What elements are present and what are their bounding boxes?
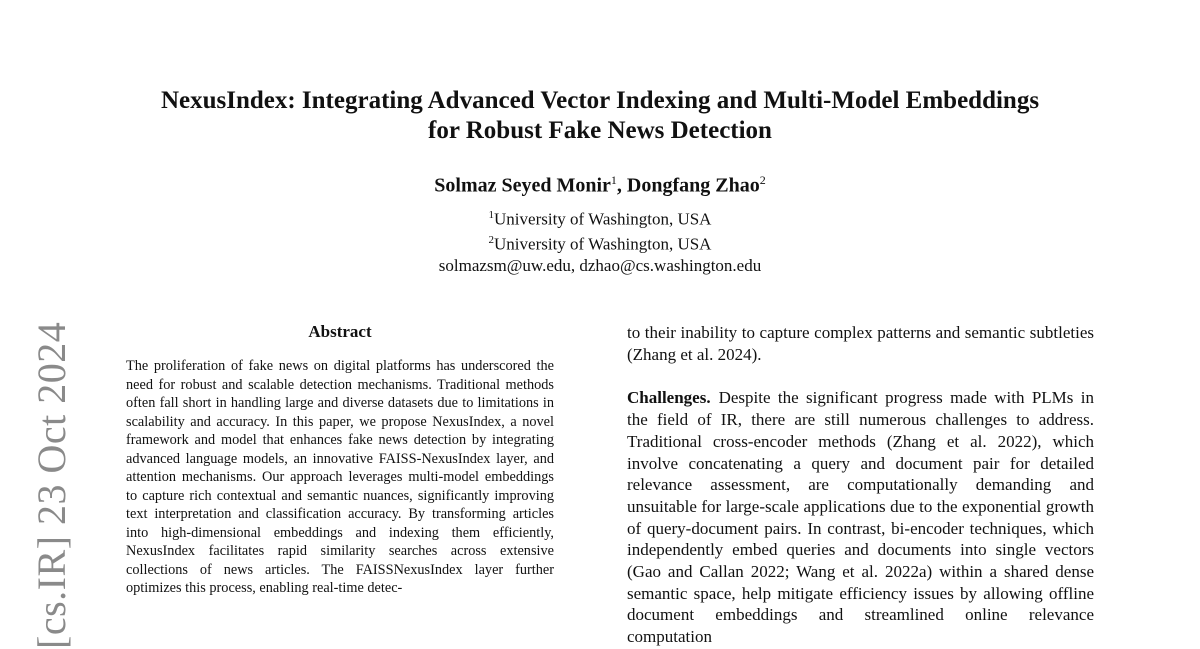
- affiliation-text-2: University of Washington, USA: [494, 234, 712, 254]
- abstract-heading: Abstract: [308, 322, 372, 341]
- paper-title: [0, 86, 1200, 146]
- paper-title-line-2: for Robust Fake News Detection: [428, 117, 772, 144]
- author-separator: ,: [616, 174, 627, 197]
- intro-continuation: to their inability to capture complex patterns and semantic subtleties (Zhang et al. 2024).: [627, 323, 1094, 364]
- challenges-text: Despite the significant progress made with PLMs in the field of IR, there are still numerous challenges to address. Traditional cross-encoder methods (Zhang et al. 2022), which involve concatenating a query and document pair for detailed relevance assessment, are computationally demanding and unsuitable for large-scale applications due to the exponential growth of query-document pairs. In contrast, bi-encoder techniques, which independently embed queries and documents into single vectors (Gao and Callan 2022; Wang et al. 2022a) within a shared dense semantic space, help mitigate efficiency issues by allowing offline document embeddings and streamlined online relevance computation: [627, 388, 1094, 647]
- affiliation-1: [0, 205, 1200, 230]
- author-list: [0, 173, 1200, 198]
- challenges-paragraph: [627, 387, 1094, 647]
- affiliation-2: [0, 230, 1200, 255]
- author-name-1: Solmaz Seyed Monir: [434, 174, 611, 197]
- author-affil-mark-2: 2: [759, 173, 766, 187]
- affiliations: [0, 205, 1200, 277]
- author-name-2: Dongfang Zhao: [626, 174, 760, 197]
- challenges-heading: Challenges.: [627, 388, 711, 408]
- affiliation-mark-1: 1: [488, 209, 495, 221]
- paper-title-line-1: NexusIndex: Integrating Advanced Vector Indexing and Multi-Model Embeddings: [160, 87, 1040, 114]
- right-column: [627, 322, 1094, 648]
- author-emails: solmazsm@uw.edu, dzhao@cs.washington.edu: [438, 256, 762, 276]
- arxiv-side-stamp: [cs.IR] 23 Oct 2024: [29, 321, 74, 649]
- affiliation-text-1: University of Washington, USA: [494, 209, 712, 229]
- affiliation-mark-2: 2: [488, 234, 495, 247]
- abstract-text: The proliferation of fake news on digital platforms has underscored the need for robust and scalable detection mechanisms. Traditional methods often fall short in handling large and diverse datasets due to limitations in scalability and accuracy. In this paper, we propose NexusIndex, a novel framework and model that enhances fake news detection by integrating advanced language models, an innovative FAISS-NexusIndex layer, and attention mechanisms. Our approach leverages multi-model embeddings to capture rich contextual and semantic nuances, significantly improving text interpretation and classification accuracy. By transforming articles into high-dimensional embeddings and indexing them efficiently, NexusIndex facilitates rapid similarity searches across extensive collections of news articles. The FAISSNexusIndex layer further optimizes this process, enabling real-time detec-: [126, 358, 554, 596]
- author-affil-mark-1: 1: [610, 173, 617, 187]
